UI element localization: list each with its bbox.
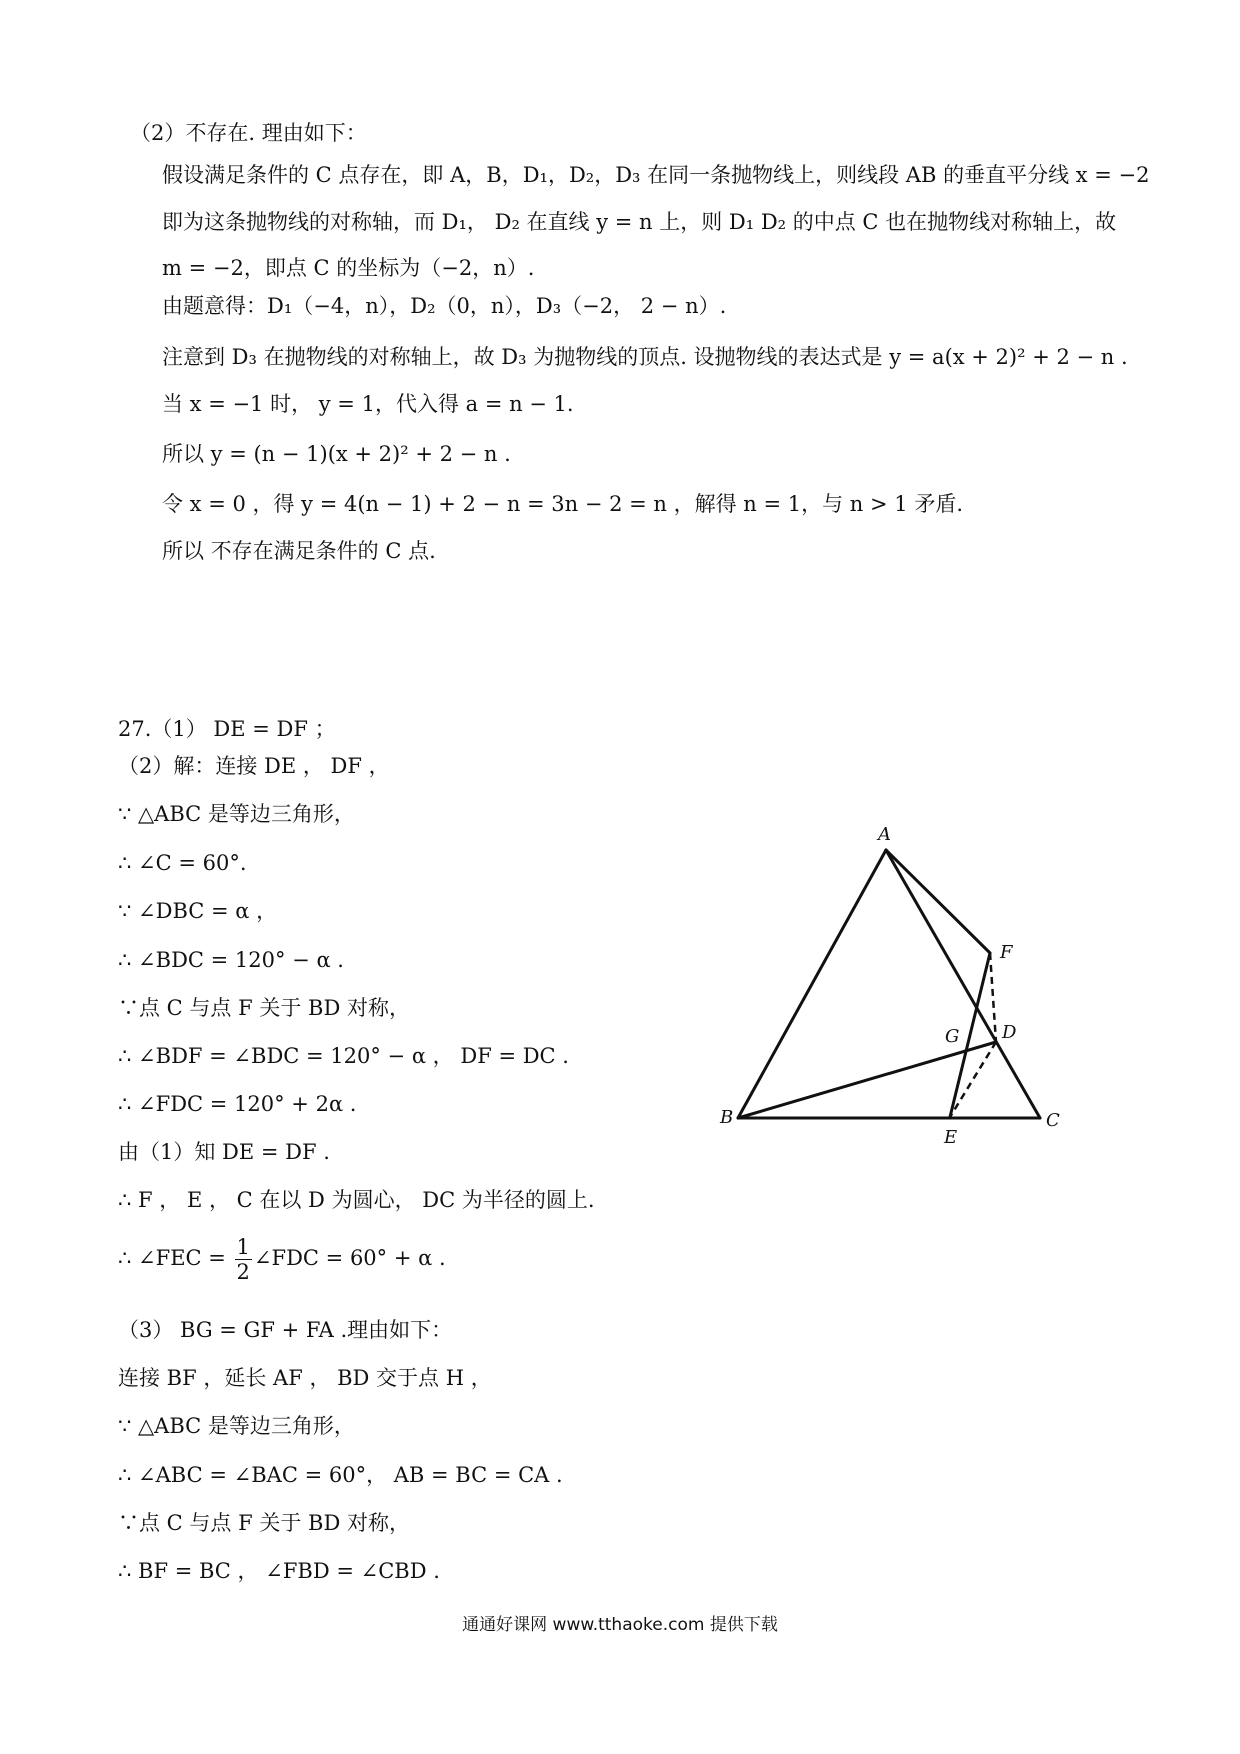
- part2-line: 所以 不存在满足条件的 C 点.: [162, 539, 436, 563]
- q27-line: ∵ △ABC 是等边三角形，: [118, 1414, 355, 1438]
- segment-ab: [738, 850, 886, 1118]
- q27-line: ∵ ∠DBC = α ，: [118, 899, 278, 923]
- q27-line: ∴ BF = BC ， ∠FBD = ∠CBD .: [118, 1559, 440, 1583]
- part2-line: 即为这条抛物线的对称轴，而 D₁， D₂ 在直线 y = n 上，则 D₁ D₂ 的中点 C 也在抛物线对称轴上，故: [162, 210, 1117, 234]
- q27-line: ∴ ∠BDC = 120° − α .: [118, 948, 344, 972]
- q27-line: ∴ F ， E ， C 在以 D 为圆心， DC 为半径的圆上.: [118, 1188, 595, 1212]
- part2-line: 所以 y = (n − 1)(x + 2)² + 2 − n .: [162, 442, 511, 466]
- label-b: B: [720, 1107, 734, 1128]
- part2-line: 假设满足条件的 C 点存在，即 A，B，D₁，D₂，D₃ 在同一条抛物线上，则线段 AB 的垂直平分线 x = −2: [162, 163, 1150, 187]
- q27-line: ∴ ∠C = 60°.: [118, 851, 247, 875]
- part2-line: m = −2，即点 C 的坐标为（−2，n）.: [162, 256, 535, 280]
- q27-line: ∴ ∠BDF = ∠BDC = 120° − α ， DF = DC .: [118, 1044, 569, 1068]
- page-footer: 通通好课网 www.tthaoke.com 提供下载: [462, 1615, 778, 1635]
- geometry-figure-triangle-abc: [700, 820, 1080, 1160]
- q27-line: ∴ ∠ABC = ∠BAC = 60°， AB = BC = CA .: [118, 1463, 563, 1487]
- q27-line: ∵点 C 与点 F 关于 BD 对称，: [118, 996, 410, 1020]
- q27-line: ∵ △ABC 是等边三角形，: [118, 802, 355, 826]
- part2-line: 注意到 D₃ 在抛物线的对称轴上，故 D₃ 为抛物线的顶点. 设抛物线的表达式是 y = a(x + 2)² + 2 − n .: [162, 345, 1128, 369]
- label-g: G: [945, 1026, 960, 1047]
- part2-line: 当 x = −1 时， y = 1，代入得 a = n − 1.: [162, 392, 574, 416]
- q27-line: 连接 BF ，延长 AF ， BD 交于点 H ，: [118, 1366, 492, 1390]
- label-f: F: [1000, 942, 1013, 963]
- fraction-denominator: 2: [236, 1260, 250, 1285]
- q27-line: ∴ ∠FDC = 120° + 2α .: [118, 1092, 357, 1116]
- q27-line: 27.（1） DE = DF ；: [118, 717, 336, 741]
- segment-ac: [886, 850, 1040, 1118]
- part2-line: 令 x = 0 ，得 y = 4(n − 1) + 2 − n = 3n − 2 = n ，解得 n = 1，与 n > 1 矛盾.: [162, 492, 963, 516]
- label-a: A: [878, 824, 891, 845]
- fraction-one-half: [235, 1235, 252, 1284]
- q27-line: （3） BG = GF + FA .理由如下：: [118, 1318, 453, 1342]
- fraction-numerator: 1: [236, 1235, 250, 1259]
- q27-fraction-prefix: ∴ ∠FEC =: [118, 1246, 233, 1271]
- label-c: C: [1046, 1110, 1060, 1131]
- q27-line: 由（1）知 DE = DF .: [118, 1140, 330, 1164]
- q27-line: ∵点 C 与点 F 关于 BD 对称，: [118, 1511, 410, 1535]
- label-e: E: [944, 1127, 958, 1148]
- q27-line: （2）解：连接 DE ， DF ，: [118, 754, 390, 778]
- dashed-segment-fd: [990, 953, 996, 1042]
- part2-line: 由题意得：D₁（−4，n），D₂（0，n），D₃（−2， 2 − n）.: [162, 294, 727, 318]
- label-d: D: [1002, 1022, 1017, 1043]
- q27-fraction-suffix: ∠FDC = 60° + α .: [253, 1246, 446, 1271]
- q27-fraction-line: [118, 1235, 446, 1284]
- part2-heading: （2）不存在. 理由如下：: [130, 121, 367, 145]
